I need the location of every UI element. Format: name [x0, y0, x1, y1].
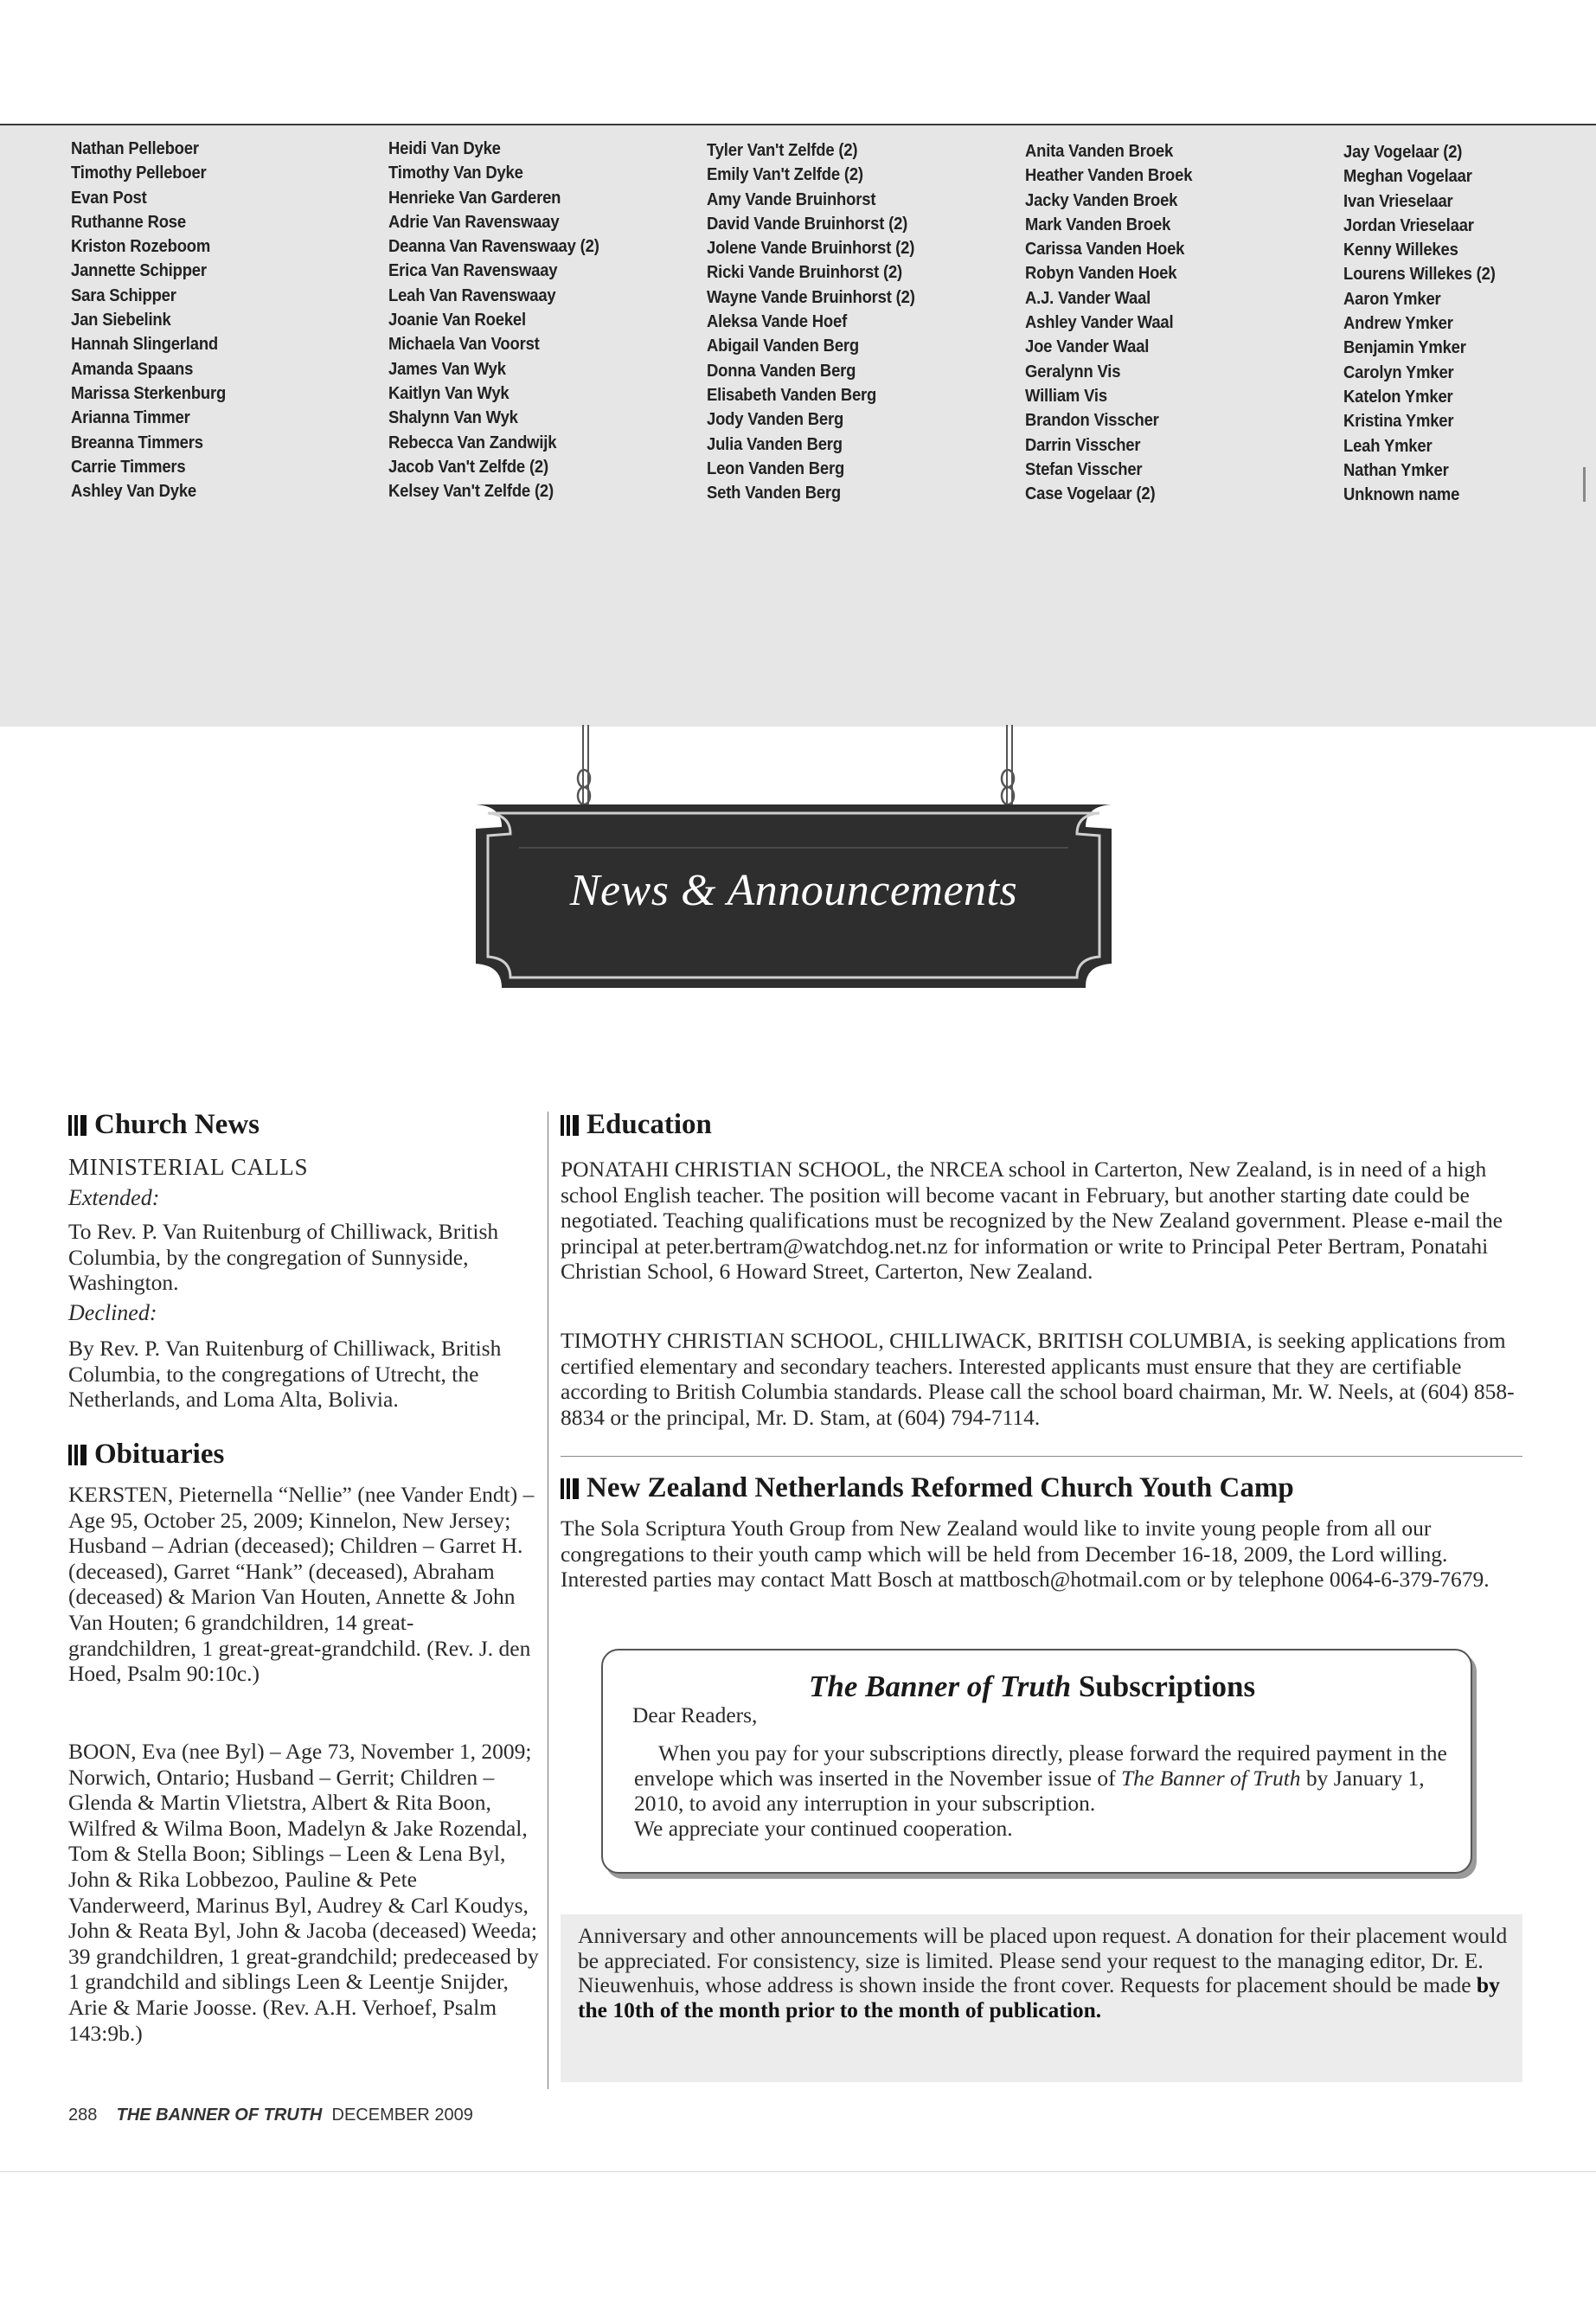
margin-mark — [1583, 467, 1586, 502]
name-item: Ricki Vande Bruinhorst (2) — [707, 262, 902, 283]
page-bottom-rule — [0, 2171, 1596, 2172]
name-item: Katelon Ymker — [1343, 386, 1453, 407]
name-item: Ruthanne Rose — [71, 211, 186, 232]
name-item: Robyn Vanden Hoek — [1025, 263, 1177, 284]
subscriptions-title: The Banner of Truth Subscriptions — [809, 1670, 1256, 1703]
name-item: Hannah Slingerland — [71, 334, 219, 355]
section-bars-icon — [68, 1115, 87, 1136]
name-item: A.J. Vander Waal — [1025, 287, 1151, 308]
name-item: Darrin Visscher — [1025, 434, 1141, 455]
name-item: Kriston Rozeboom — [71, 236, 211, 257]
name-item: Aleksa Vande Hoef — [707, 311, 848, 332]
name-item: Kristina Ymker — [1343, 411, 1454, 432]
issue-date: DECEMBER 2009 — [331, 2106, 473, 2125]
name-item: Tyler Van't Zelfde (2) — [707, 140, 858, 160]
name-item: Heather Vanden Broek — [1025, 165, 1193, 186]
name-item: Meghan Vogelaar — [1343, 166, 1472, 187]
names-column-3 — [707, 138, 915, 505]
name-item: Jan Siebelink — [71, 310, 171, 330]
name-item: Leon Vanden Berg — [707, 458, 845, 478]
obituaries-heading: Obituaries — [68, 1439, 224, 1471]
name-item: Abigail Vanden Berg — [707, 336, 859, 356]
name-item: Timothy Van Dyke — [388, 163, 523, 183]
name-item: Ashley Van Dyke — [71, 481, 196, 502]
name-item: Lourens Willekes (2) — [1343, 264, 1496, 285]
name-item: Carissa Vanden Hoek — [1025, 239, 1185, 260]
name-item: Stefan Visscher — [1025, 458, 1143, 479]
name-item: Erica Van Ravenswaay — [388, 260, 558, 281]
obituary-kersten: KERSTEN, Pieternella “Nellie” (nee Vander Endt) – Age 95, October 25, 2009; Kinnelon, New Jersey; Husband – Adrian (deceased); Children – Garret H. (deceased), Garret “Hank” (deceased), Abraham (deceased) & Marion Van Houten, Annette & John Van Houten; 6 grandchildren, 14 great-grandchildren, 1 great-great-grandchild. (Rev. J. den Hoed, Psalm 90:10c.) — [68, 1482, 535, 1687]
name-item: Jay Vogelaar (2) — [1343, 142, 1463, 162]
name-item: Emily Van't Zelfde (2) — [707, 164, 863, 185]
name-item: Ashley Vander Waal — [1025, 312, 1174, 333]
name-item: Carrie Timmers — [71, 456, 186, 477]
name-item: Aaron Ymker — [1343, 288, 1441, 309]
name-item: Kaitlyn Van Wyk — [388, 382, 510, 403]
section-banner-title: News & Announcements — [569, 866, 1018, 915]
name-item: Julia Vanden Berg — [707, 433, 843, 454]
name-item: Jacob Van't Zelfde (2) — [388, 456, 548, 477]
name-item: Adrie Van Ravenswaay — [388, 211, 560, 232]
names-column-2 — [388, 137, 599, 503]
declined-label: Declined: — [68, 1300, 157, 1325]
name-item: Breanna Timmers — [71, 432, 203, 452]
name-item: Leah Ymker — [1343, 435, 1433, 456]
subscriptions-body: When you pay for your subscriptions directly, please forward the required payment in the envelope which was inserted in the November issue of The Banner of Truth by January 1, 2010, to avoid any interruption in your subscription. We appreciate your continued cooperation. — [634, 1740, 1447, 1841]
name-item: Geralynn Vis — [1025, 361, 1121, 381]
name-item: Nathan Pelleboer — [71, 138, 199, 158]
extended-call-text: To Rev. P. Van Ruitenburg of Chilliwack, British Columbia, by the congregation of Sunnyside, Washington. — [68, 1219, 499, 1296]
section-bars-icon — [561, 1115, 579, 1136]
name-item: Shalynn Van Wyk — [388, 407, 518, 428]
page-number: 288 — [68, 2106, 98, 2125]
youth-camp-text: The Sola Scriptura Youth Group from New Zealand would like to invite young people from all our congregations to their youth camp which will be held from December 16-18, 2009, the Lord willing. Interested parties may contact Matt Bosch at mattbosch@hotmail.com or by telephone 0064-6-379-7679. — [561, 1516, 1490, 1593]
name-item: Andrew Ymker — [1343, 313, 1453, 334]
name-item: Jody Vanden Berg — [707, 409, 844, 430]
church-news-heading: Church News — [68, 1109, 260, 1141]
name-item: Michaela Van Voorst — [388, 334, 540, 355]
obituary-boon: BOON, Eva (nee Byl) – Age 73, November 1, 2009; Norwich, Ontario; Husband – Gerrit; Children – Glenda & Martin Vlietstra, Albert & Rita Boon, Wilfred & Wilma Boon, Madelyn & Jake Rozendal, Tom & Stella Boon; Siblings – Leen & Lena Byl, John & Rika Lobbezoo, Pauline & Pete Vanderweerd, Marinus Byl, Audrey & Carl Koudys, John & Reata Byl, John & Jacoba (deceased) Weeda; 39 grandchildren, 1 great-grandchild; predeceased by 1 grandchild and siblings Leen & Leentje Snijder, Arie & Marie Joosse. (Rev. A.H. Verhoef, Psalm 143:9b.) — [68, 1739, 539, 2046]
name-item: Jolene Vande Bruinhorst (2) — [707, 238, 915, 259]
name-item: Amanda Spaans — [71, 358, 194, 379]
names-column-5 — [1343, 140, 1496, 507]
name-item: William Vis — [1025, 385, 1107, 406]
name-item: Deanna Van Ravenswaay (2) — [388, 236, 599, 257]
name-item: Timothy Pelleboer — [71, 163, 207, 183]
announcement-text: Anniversary and other announcements will be placed upon request. A donation for their placement would be appreciated. For consistency, size is limited. Please send your request to the managing editor, Dr. E. Nieuwenhuis, whose address is shown inside the front cover. Requests for placement should be made by the 10th of the month prior to the month of publication. — [578, 1923, 1508, 2022]
name-item: David Vande Bruinhorst (2) — [707, 213, 908, 234]
name-item: Joanie Van Roekel — [388, 310, 526, 330]
name-item: Sara Schipper — [71, 285, 176, 305]
name-item: Evan Post — [71, 187, 147, 208]
section-bars-icon — [561, 1478, 579, 1499]
name-item: Wayne Vande Bruinhorst (2) — [707, 286, 915, 307]
name-item: Heidi Van Dyke — [388, 138, 501, 158]
name-item: Brandon Visscher — [1025, 410, 1159, 431]
youth-camp-heading: New Zealand Netherlands Reformed Church Youth Camp — [561, 1472, 1294, 1504]
name-item: Jordan Vrieselaar — [1343, 215, 1474, 235]
name-item: Kenny Willekes — [1343, 240, 1458, 260]
name-item: Joe Vander Waal — [1025, 336, 1150, 357]
section-divider — [561, 1456, 1522, 1457]
name-item: Mark Vanden Broek — [1025, 214, 1171, 234]
section-bars-icon — [68, 1445, 87, 1465]
timothy-school-notice: TIMOTHY CHRISTIAN SCHOOL, CHILLIWACK, BRITISH COLUMBIA, is seeking applications from certified elementary and secondary teachers. Interested applicants must ensure that they are certifiable according to British Columbia standards. Please call the school board chairman, Mr. W. Neels, at (604) 858-8834 or the principal, Mr. D. Stam, at (604) 794-7114. — [561, 1328, 1515, 1430]
name-item: Elisabeth Vanden Berg — [707, 384, 877, 405]
ministerial-calls-subheading: MINISTERIAL CALLS — [68, 1154, 309, 1180]
name-item: Marissa Sterkenburg — [71, 382, 227, 403]
page-footer — [68, 2106, 473, 2125]
magazine-name: THE BANNER OF TRUTH — [116, 2106, 323, 2125]
name-item: Arianna Timmer — [71, 407, 190, 428]
name-item: James Van Wyk — [388, 358, 506, 379]
name-item: Kelsey Van't Zelfde (2) — [388, 481, 554, 502]
name-item: Nathan Ymker — [1343, 459, 1449, 480]
name-item: Seth Vanden Berg — [707, 483, 842, 503]
name-item: Jannette Schipper — [71, 260, 207, 281]
name-item: Case Vogelaar (2) — [1025, 484, 1156, 504]
subscriptions-greeting: Dear Readers, — [632, 1702, 758, 1727]
name-item: Rebecca Van Zandwijk — [388, 432, 557, 452]
name-item: Leah Van Ravenswaay — [388, 285, 556, 305]
name-item: Benjamin Ymker — [1343, 337, 1466, 358]
name-item: Unknown name — [1343, 484, 1460, 505]
name-item: Jacky Vanden Broek — [1025, 189, 1178, 210]
education-heading: Education — [561, 1109, 712, 1141]
names-column-4 — [1025, 139, 1192, 506]
name-item: Carolyn Ymker — [1343, 362, 1454, 382]
name-item: Ivan Vrieselaar — [1343, 190, 1453, 211]
extended-label: Extended: — [68, 1185, 160, 1210]
names-column-1 — [71, 137, 226, 503]
ponatahi-school-notice: PONATAHI CHRISTIAN SCHOOL, the NRCEA school in Carterton, New Zealand, is in need of a high school English teacher. The position will become vacant in February, but another starting date could be negotiated. Teaching qualifications must be recognized by the New Zealand government. Please e-mail the principal at peter.bertram@watchdog.net.nz for information or write to Principal Peter Bertram, Ponatahi Christian School, 6 Howard Street, Carterton, New Zealand. — [561, 1157, 1503, 1285]
name-item: Donna Vanden Berg — [707, 360, 856, 381]
name-item: Amy Vande Bruinhorst — [707, 189, 876, 209]
declined-call-text: By Rev. P. Van Ruitenburg of Chilliwack, British Columbia, to the congregations of Utrecht, the Netherlands, and Loma Alta, Bolivia. — [68, 1336, 502, 1413]
name-item: Henrieke Van Garderen — [388, 187, 561, 208]
name-item: Anita Vanden Broek — [1025, 141, 1174, 161]
